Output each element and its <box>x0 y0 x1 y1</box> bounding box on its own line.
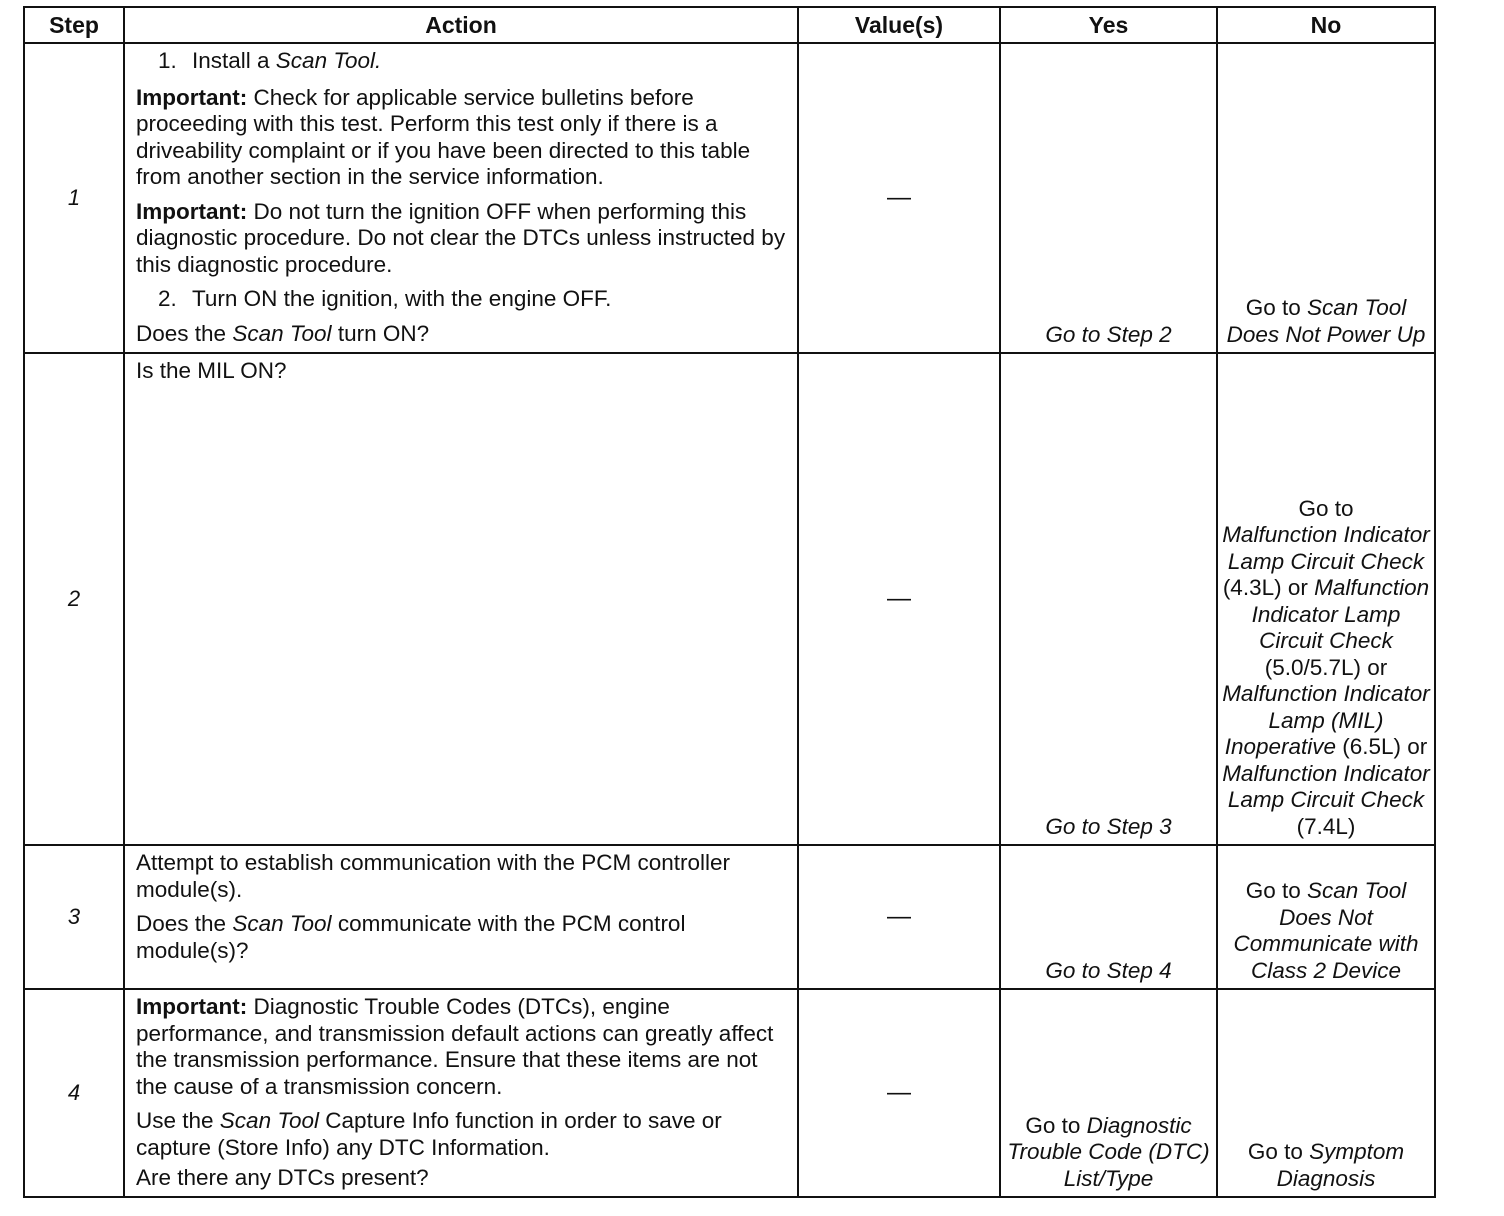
step-number: 1 <box>24 43 124 353</box>
no-cell: Go to Scan Tool Does Not Power Up <box>1217 43 1435 353</box>
table-row <box>24 353 1435 845</box>
header-action: Action <box>124 7 798 43</box>
value-cell: — <box>798 989 1000 1197</box>
action-cell <box>124 989 798 1197</box>
no-cell: Go to Symptom Diagnosis <box>1217 989 1435 1197</box>
table-row <box>24 43 1435 353</box>
yes-cell: Go to Diagnostic Trouble Code (DTC) List/Type <box>1000 989 1217 1197</box>
header-step: Step <box>24 7 124 43</box>
important-note: Important: Do not turn the ignition OFF when performing this diagnostic procedure. Do not clear the DTCs unless instructed by this diagnostic procedure. <box>136 198 786 277</box>
header-no: No <box>1217 7 1435 43</box>
no-cell: Go to Malfunction Indicator Lamp Circuit Check (4.3L) or Malfunction Indicator Lamp Circuit Check (5.0/5.7L) or Malfunction Indicator Lamp (MIL) Inoperative (6.5L) or Malfunction Indicator Lamp Circuit Check (7.4L) <box>1217 353 1435 845</box>
step-number: 3 <box>24 845 124 989</box>
important-note: Important: Diagnostic Trouble Codes (DTCs), engine performance, and transmission default actions can greatly affect the transmission performance. Ensure that these items are not the cause of a transmission concern. <box>136 994 774 1099</box>
no-cell: Go to Scan Tool Does Not Communicate with Class 2 Device <box>1217 845 1435 989</box>
important-note: Important: Check for applicable service bulletins before proceeding with this test. Perform this test only if there is a driveability complaint or if you have been directed to this table from another section in the service information. <box>136 84 751 189</box>
step-number: 4 <box>24 989 124 1197</box>
step-number: 2 <box>24 353 124 845</box>
value-cell: — <box>798 353 1000 845</box>
table-row <box>24 845 1435 989</box>
value-cell: — <box>798 845 1000 989</box>
question: Are there any DTCs present? <box>136 1165 429 1190</box>
yes-cell: Go to Step 3 <box>1000 353 1217 845</box>
paragraph: Use the Scan Tool Capture Info function in order to save or capture (Store Info) any DTC Information. <box>136 1108 722 1160</box>
question: Does the Scan Tool turn ON? <box>136 320 430 346</box>
action-cell <box>124 43 798 353</box>
header-yes: Yes <box>1000 7 1217 43</box>
numbered-item: 1. Install a Scan Tool. <box>158 48 382 73</box>
question: Does the Scan Tool communicate with the PCM control module(s)? <box>136 911 686 963</box>
question: Is the MIL ON? <box>136 358 287 383</box>
header-values: Value(s) <box>798 7 1000 43</box>
numbered-item: 2. Turn ON the ignition, with the engine OFF. <box>158 286 612 311</box>
table-row <box>24 989 1435 1197</box>
header-row <box>24 7 1435 43</box>
diagnostic-table <box>23 6 1436 1198</box>
yes-cell: Go to Step 2 <box>1000 43 1217 353</box>
yes-cell: Go to Step 4 <box>1000 845 1217 989</box>
value-cell: — <box>798 43 1000 353</box>
action-cell <box>124 845 798 989</box>
action-cell <box>124 353 798 845</box>
paragraph: Attempt to establish communication with the PCM controller module(s). <box>136 850 730 902</box>
